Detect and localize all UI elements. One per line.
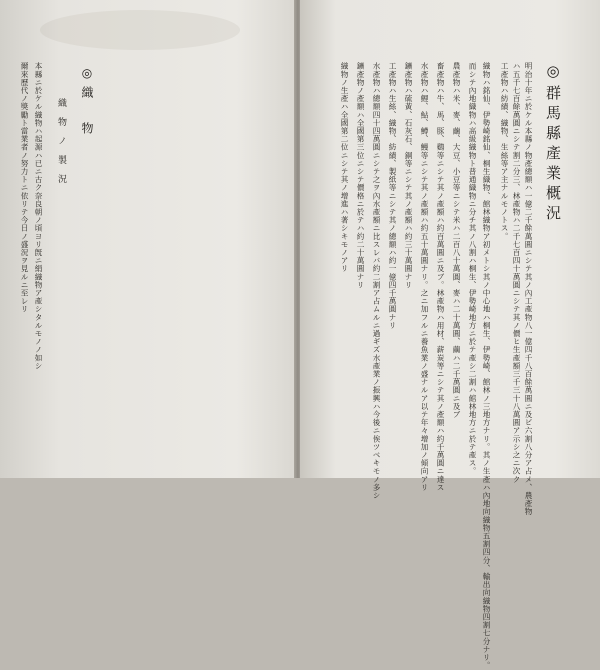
body-line: 而シテ內地織物ハ高級織物ト普通織物ニ分チ其ノ八割ハ桐生、伊勢崎地方ニ於テ產シ二割ハ館林地方ニ於テ產ス。 (468, 62, 477, 476)
left-page (0, 0, 296, 478)
page-title: ◎群馬縣產業概況 (544, 62, 562, 225)
paper-stain (40, 10, 240, 50)
sub-heading: 織物ノ製況 (56, 98, 66, 193)
section-heading: ◎織 物 (80, 66, 94, 140)
body-line: 明治十年ニ於ケル本縣ノ物產總額ハ一億二千餘萬圓ニシテ其ノ內工產物八一億四千八百餘萬圓ニ及ビ六割八分ア占メ、農產物 (524, 62, 533, 516)
body-line: 水產物ハ鯉、鮎、鱒、鰻等ニシテ其ノ產額ハ約五十萬圓ナリ。之ニ加フルニ養魚業ノ盛ナルア以テ年々增加ノ傾向アリ (420, 62, 429, 492)
body-line: 工產物ハ生絲、織物、紡績、製紙等ニシテ其ノ總額ハ約一億四千萬圓ナリ (388, 62, 397, 330)
body-line: 爾來歷代ノ獎勵ト當業者ノ努力トニ依リテ今日ノ盛況ヲ見ルニ至レリ (20, 62, 29, 314)
body-line: ハ五千七百餘萬圓ニシテ割二分三、林產物ハ二千七百四十萬圓ニシテ其ノ價ヒ生產額三千三十八萬圓ア示シ之ニ次ク (512, 62, 521, 484)
body-line: 畜產物ハ牛、馬、豚、鷄等ニシテ其ノ產額ハ約百萬圓ニ及ブ。林產物ハ用材、薪炭等ニシテ其ノ產額ハ約千萬圓ニ達ス (436, 62, 445, 492)
body-line: 水產物ハ總額四十四萬圓ニシテ之ヲ內水產額ニ比スレバ約二割ア占ムルニ過ギズ水產業ノ振興ハ今後ニ俟ツベキモノ多シ (372, 62, 381, 500)
body-line: 織物ノ生產ハ全國第二位ニシテ其ノ增進ハ著シキモノアリ (340, 62, 349, 273)
body-line: 織物ハ銘仙、伊勢崎銘仙、桐生織物、館林織物ア初メトシ其ノ中心地ハ桐生、伊勢崎、館林ノ三地方ナリ。其ノ生產ハ內地向織物五割四分、輸出向織物四割七分ナリ。 (482, 62, 491, 670)
body-line: 農產物ハ米、麥、繭、大豆、小豆等ニシテ米ハ二百八十萬圓、麥ハ二十萬圓、繭ハ二千萬圓ニ及ブ (452, 62, 461, 419)
body-line: 鑛產物ハ硫黃、石灰石、銅等ニシテ其ノ產額ハ約三十萬圓ナリ (404, 62, 413, 289)
body-line: 本縣ニ於ケル織物ハ起源ハ已ニ古ク奈良朝ノ頃ヨリ旣ニ絹織物ア產シタルモノノ如シ (34, 62, 43, 370)
body-line: 鑛產物ノ產額ハ全國第三位ニシテ價格ニ於テハ約二十萬圓ナリ (356, 62, 365, 289)
body-line: 工產物ハ紡績、織物、生絲等ア主ナルモノトス。 (500, 62, 509, 241)
